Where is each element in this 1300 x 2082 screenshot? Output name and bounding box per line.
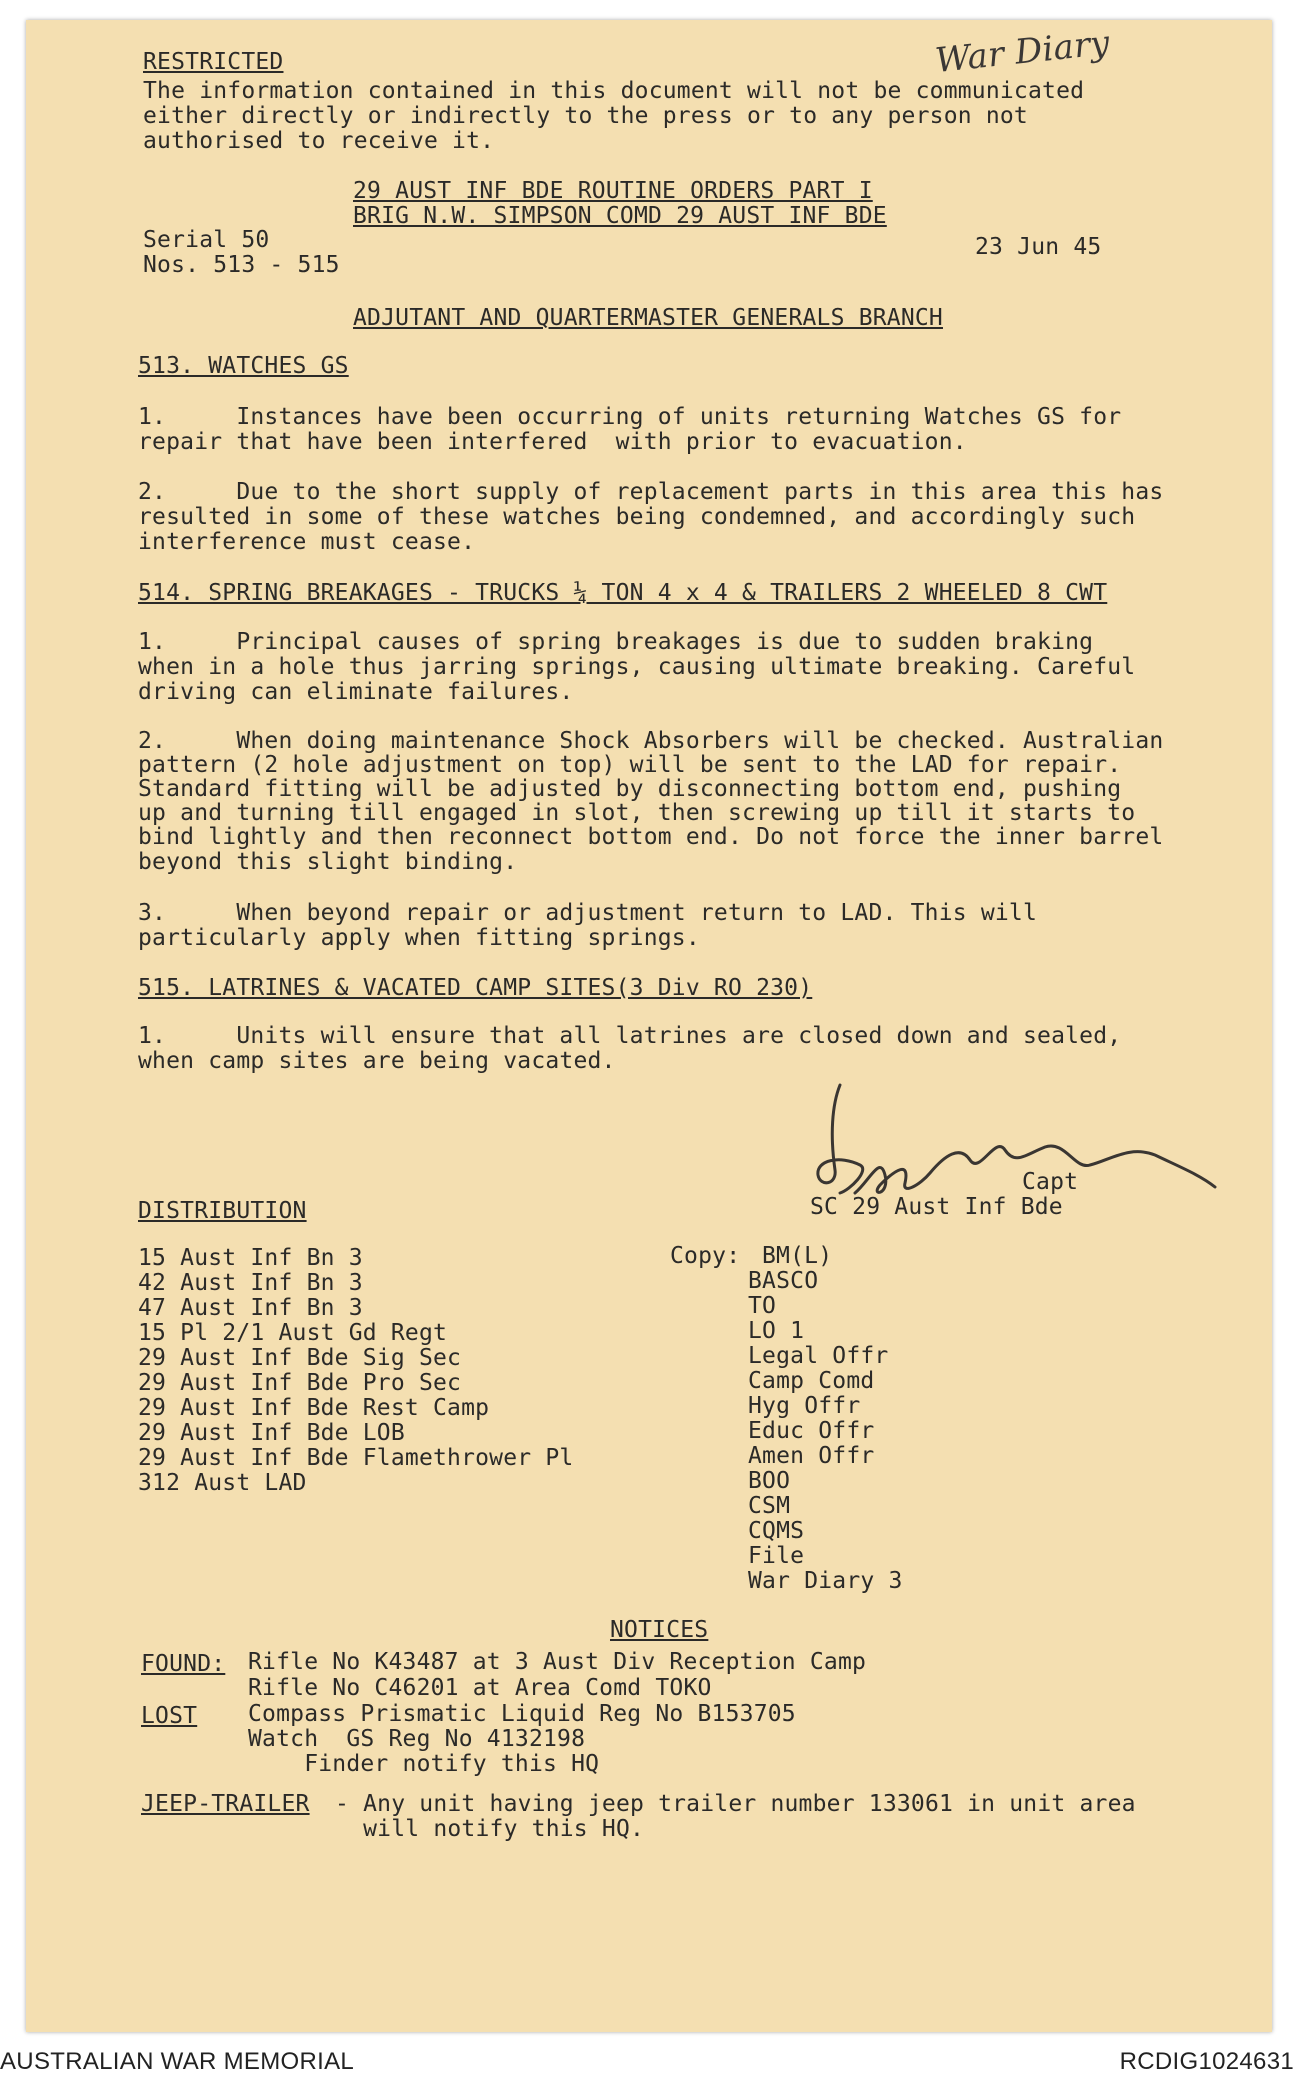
paragraph-line: up and turning till engaged in slot, then screwing up till it starts to — [138, 800, 1136, 826]
paragraph-line: driving can eliminate failures. — [138, 679, 574, 705]
copy-item: BOO — [748, 1468, 791, 1494]
handwritten-note: War Diary — [933, 22, 1112, 82]
copy-item: BM(L) — [762, 1243, 833, 1269]
lost-label: LOST — [141, 1703, 198, 1729]
paragraph-line: pattern (2 hole adjustment on top) will be sent to the LAD for repair. — [138, 752, 1122, 778]
distribution-item: 29 Aust Inf Bde Sig Sec — [138, 1345, 462, 1371]
order-numbers: Nos. 513 - 515 — [143, 252, 340, 278]
distribution-item: 42 Aust Inf Bn 3 — [138, 1270, 363, 1296]
notice-line: Rifle No K43487 at 3 Aust Div Reception Camp — [248, 1649, 867, 1675]
paragraph-line: when camp sites are being vacated. — [138, 1048, 616, 1074]
notice-line: will notify this HQ. — [335, 1816, 645, 1842]
section-heading-514: 514. SPRING BREAKAGES - TRUCKS ¼ TON 4 x 4 & TRAILERS 2 WHEELED 8 CWT — [138, 580, 1108, 606]
paragraph-line: Standard fitting will be adjusted by disconnecting bottom end, pushing — [138, 776, 1122, 802]
paragraph-line: 2. Due to the short supply of replacement parts in this area this has — [138, 479, 1164, 505]
notice-line: - Any unit having jeep trailer number 133061 in unit area — [335, 1791, 1136, 1817]
distribution-item: 29 Aust Inf Bde Pro Sec — [138, 1370, 462, 1396]
paragraph-line: particularly apply when fitting springs. — [138, 925, 700, 951]
paragraph-line: when in a hole thus jarring springs, causing ultimate breaking. Careful — [138, 654, 1136, 680]
found-label: FOUND: — [141, 1651, 226, 1677]
paragraph-line: repair that have been interfered with prior to evacuation. — [138, 429, 967, 455]
copy-item: Legal Offr — [748, 1343, 889, 1369]
branch-heading: ADJUTANT AND QUARTERMASTER GENERALS BRANCH — [353, 305, 943, 331]
title-line: 29 AUST INF BDE ROUTINE ORDERS PART I — [353, 178, 873, 204]
distribution-item: 15 Aust Inf Bn 3 — [138, 1245, 363, 1271]
footer-source: AUSTRALIAN WAR MEMORIAL — [0, 2048, 355, 2075]
distribution-heading: DISTRIBUTION — [138, 1198, 307, 1224]
restricted-label: RESTRICTED — [143, 49, 284, 75]
notice-line: Rifle No C46201 at Area Comd TOKO — [248, 1675, 712, 1701]
copy-item: Educ Offr — [748, 1418, 875, 1444]
copy-item: TO — [748, 1293, 777, 1319]
distribution-item: 29 Aust Inf Bde LOB — [138, 1420, 405, 1446]
signature-rank: Capt — [1022, 1169, 1079, 1195]
section-heading-515: 515. LATRINES & VACATED CAMP SITES(3 Div RO 230) — [138, 975, 813, 1001]
copy-item: Amen Offr — [748, 1443, 875, 1469]
copy-item: Hyg Offr — [748, 1393, 861, 1419]
distribution-item: 15 Pl 2/1 Aust Gd Regt — [138, 1320, 448, 1346]
distribution-item: 29 Aust Inf Bde Rest Camp — [138, 1395, 490, 1421]
warning-line: either directly or indirectly to the press or to any person not — [143, 103, 1028, 129]
title-line: BRIG N.W. SIMPSON COMD 29 AUST INF BDE — [353, 203, 887, 229]
section-heading-513: 513. WATCHES GS — [138, 353, 349, 379]
paragraph-line: resulted in some of these watches being condemned, and accordingly such — [138, 504, 1136, 530]
notice-line: Compass Prismatic Liquid Reg No B153705 — [248, 1701, 796, 1727]
distribution-item: 312 Aust LAD — [138, 1470, 307, 1496]
paragraph-line: 1. Instances have been occurring of units returning Watches GS for — [138, 404, 1122, 430]
copy-item: CSM — [748, 1493, 791, 1519]
notices-heading: NOTICES — [610, 1617, 709, 1643]
paragraph-line: beyond this slight binding. — [138, 849, 518, 875]
paragraph-line: 2. When doing maintenance Shock Absorbers will be checked. Australian — [138, 728, 1164, 754]
jeep-trailer-label: JEEP-TRAILER — [141, 1791, 310, 1817]
paragraph-line: bind lightly and then reconnect bottom end. Do not force the inner barrel — [138, 824, 1164, 850]
footer-id: RCDIG1024631 — [1119, 2048, 1294, 2075]
notice-line: Finder notify this HQ — [248, 1751, 600, 1777]
warning-line: The information contained in this document will not be communicated — [143, 78, 1085, 104]
paragraph-line: 1. Units will ensure that all latrines are closed down and sealed, — [138, 1023, 1122, 1049]
copy-item: LO 1 — [748, 1318, 805, 1344]
signature-unit: SC 29 Aust Inf Bde — [810, 1194, 1063, 1220]
copy-item: Camp Comd — [748, 1368, 875, 1394]
paragraph-line: 1. Principal causes of spring breakages is due to sudden braking — [138, 629, 1094, 655]
copy-label: Copy: — [670, 1243, 741, 1269]
copy-item: War Diary 3 — [748, 1568, 903, 1594]
distribution-item: 29 Aust Inf Bde Flamethrower Pl — [138, 1445, 574, 1471]
notice-line: Watch GS Reg No 4132198 — [248, 1726, 586, 1752]
serial-number: Serial 50 — [143, 227, 270, 253]
copy-item: CQMS — [748, 1518, 805, 1544]
copy-item: File — [748, 1543, 805, 1569]
paragraph-line: interference must cease. — [138, 529, 476, 555]
distribution-item: 47 Aust Inf Bn 3 — [138, 1295, 363, 1321]
document-date: 23 Jun 45 — [975, 234, 1102, 260]
warning-line: authorised to receive it. — [143, 128, 495, 154]
paragraph-line: 3. When beyond repair or adjustment return to LAD. This will — [138, 900, 1038, 926]
copy-item: BASCO — [748, 1268, 819, 1294]
